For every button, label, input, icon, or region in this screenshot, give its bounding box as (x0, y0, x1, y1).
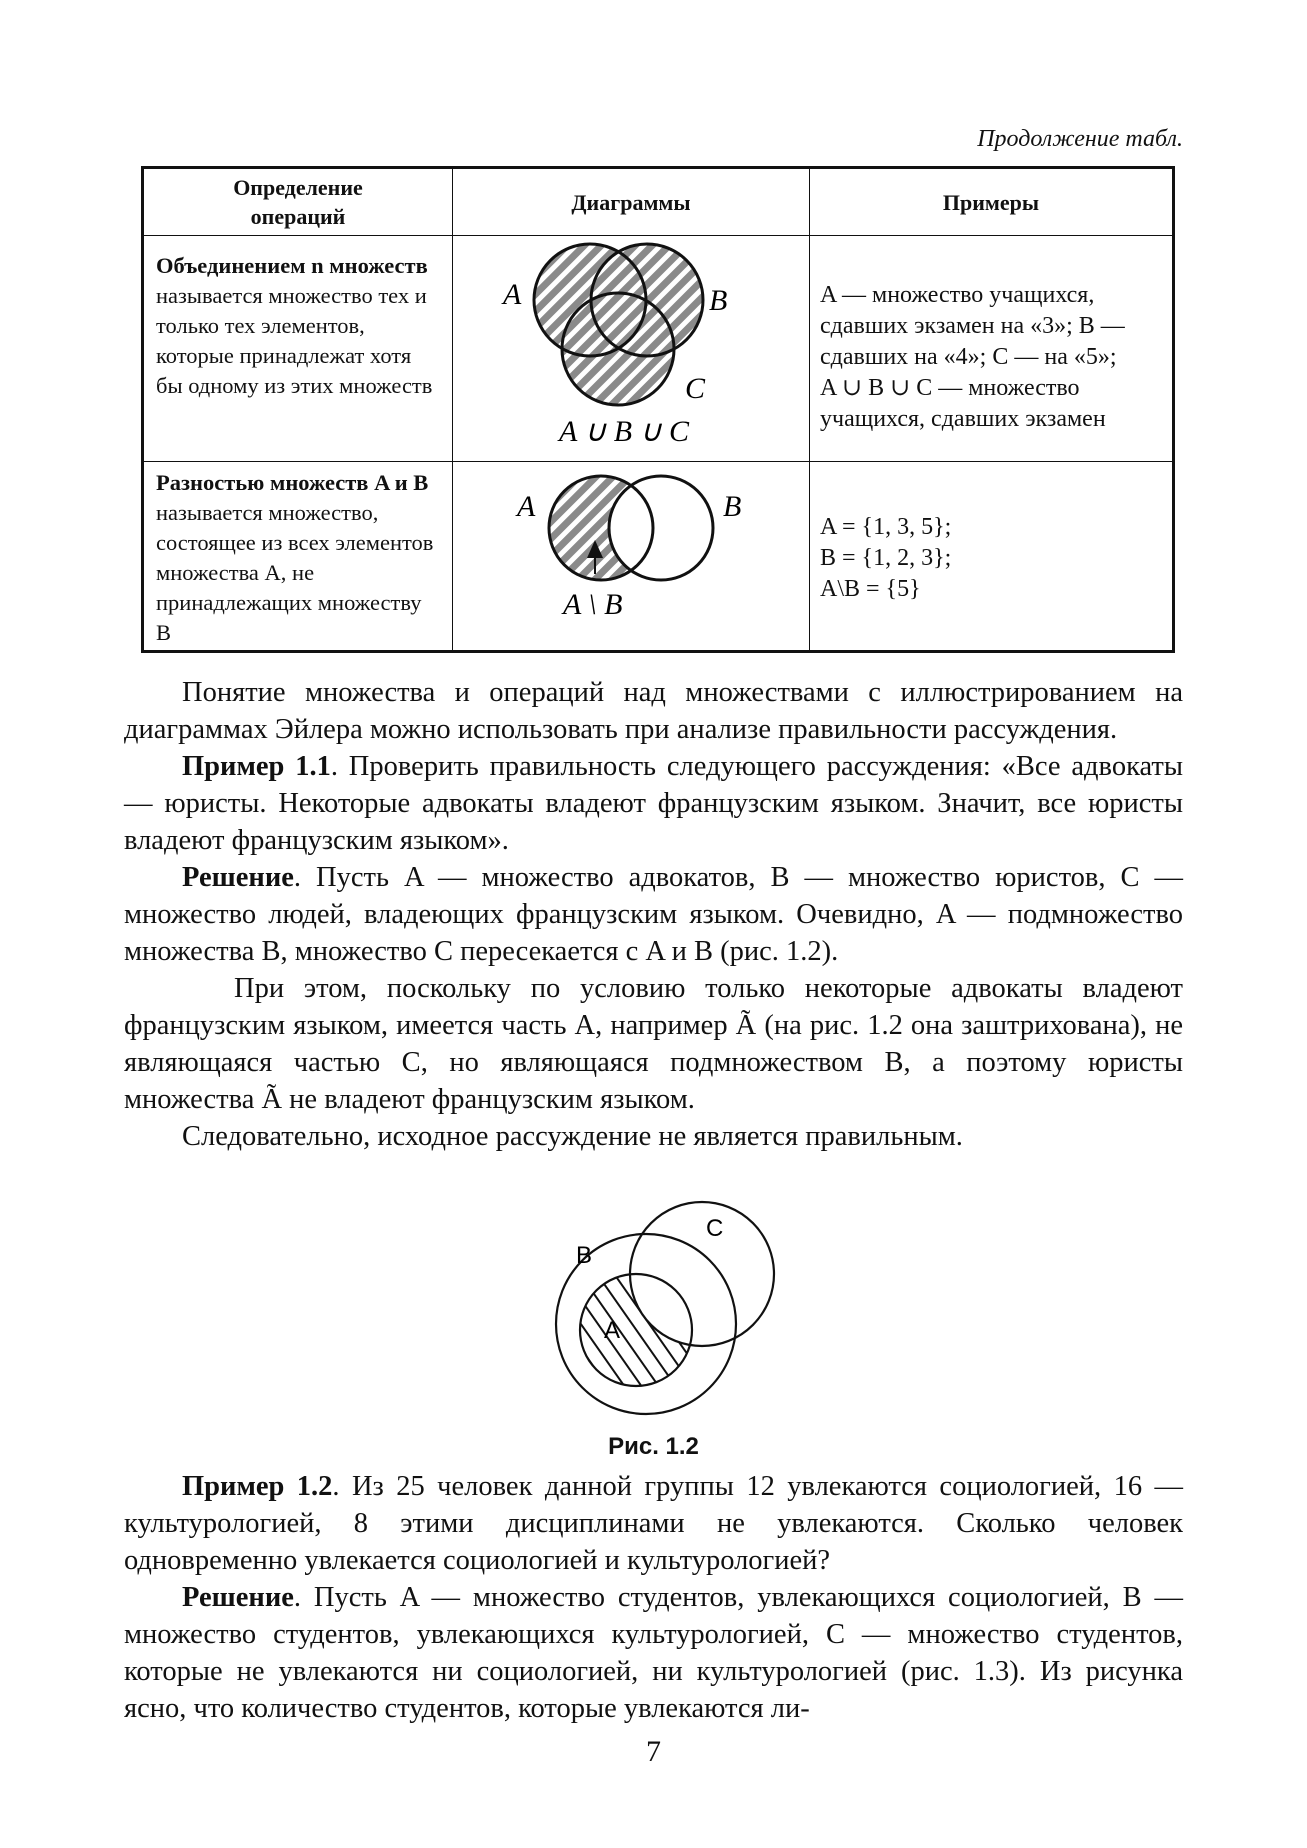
figure-label-a: A (604, 1317, 621, 1344)
difference-venn-diagram (453, 462, 807, 648)
difference-example (810, 462, 1174, 652)
solution-2-label: Решение (182, 1582, 294, 1613)
difference-diagram-cell (453, 462, 810, 652)
figure-caption: Рис. 1.2 (608, 1433, 699, 1460)
union-term: Объединением n множеств (156, 253, 428, 278)
union-diagram-cell (453, 236, 810, 462)
union-example-line: A ∪ B ∪ C — множество (820, 375, 1080, 401)
union-example (810, 236, 1174, 462)
figure-label-c: C (706, 1215, 724, 1242)
header-diagrams: Диаграммы (453, 168, 810, 236)
difference-label-a: A (517, 490, 536, 523)
difference-label-b: B (723, 490, 742, 523)
paragraph-solution-1 (124, 859, 1183, 970)
figure-1-2-venn (520, 1190, 790, 1422)
solution-1-label: Решение (182, 862, 294, 893)
paragraph-solution-2 (124, 1579, 1183, 1727)
page-number: 7 (646, 1735, 661, 1768)
union-example-line: сдавших экзамен на «3»; B — (820, 313, 1125, 339)
union-caption: A ∪ B ∪ C (559, 415, 690, 448)
table-header-row (143, 168, 1174, 236)
example-1-2-label: Пример 1.2 (182, 1471, 333, 1502)
difference-example-line: A\B = {5} (820, 576, 921, 602)
paragraph-conclusion: Следовательно, исходное рассуждение не является правильным. (182, 1121, 963, 1152)
difference-example-line: B = {1, 2, 3}; (820, 545, 952, 571)
union-label-a: A (503, 278, 522, 311)
union-example-line: A — множество учащихся, (820, 282, 1095, 308)
header-definition: Определение операций (143, 168, 453, 236)
header-examples: Примеры (810, 168, 1174, 236)
body-text-top (124, 674, 1183, 1155)
operations-table (141, 166, 1175, 653)
solution-2-text: . Пусть A — множество студентов, увлекающихся социологией, B — множество студентов, увлекающихся культурологией, C — множество студентов, которые не увлекаются ни социологией, ни культурологией (рис. 1.3). Из рисунка ясно, что количество студентов, которые увлекаются ли- (124, 1582, 1183, 1724)
union-label-b: B (709, 284, 728, 317)
paragraph-explanation: При этом, поскольку по условию только некоторые адвокаты владеют французским языком, имеется часть A, например Ã (на рис. 1.2 она заштрихована), не являющаяся частью C, но являющаяся подмножеством B, а поэтому юристы множества Ã не владеют французским языком. (124, 973, 1183, 1115)
difference-caption: A \ B (563, 588, 623, 621)
union-example-line: учащихся, сдавших экзамен (820, 406, 1106, 432)
continuation-label: Продолжение табл. (977, 126, 1183, 152)
solution-1-text: . Пусть A — множество адвокатов, B — множество юристов, C — множество людей, владеющих французским языком. Очевидно, A — подмножество множества B, множество C пересекается с A и B (рис. 1.2). (124, 862, 1183, 967)
union-label-c: C (685, 372, 706, 405)
example-1-1-label: Пример 1.1 (182, 751, 331, 782)
figure-label-b: B (576, 1242, 593, 1269)
difference-example-line: A = {1, 3, 5}; (820, 514, 952, 540)
table-row-difference (143, 462, 1174, 652)
paragraph-example-1-1 (124, 748, 1183, 859)
example-1-2-text: . Из 25 человек данной группы 12 увлекаются социологией, 16 — культурологией, 8 этими дисциплинами не увлекаются. Сколько человек одновременно увлекается социологией и культурологией? (124, 1471, 1184, 1576)
body-text-bottom (124, 1468, 1183, 1727)
difference-definition (143, 462, 453, 652)
union-definition (143, 236, 453, 462)
difference-definition-text: называется множество, состоящее из всех элементов множества A, не принадлежащих множеству B (156, 500, 434, 645)
paragraph-example-1-2 (124, 1468, 1183, 1579)
union-venn-diagram (453, 236, 807, 450)
paragraph-intro: Понятие множества и операций над множествами с иллюстрированием на диаграммах Эйлера можно использовать при анализе правильности рассуждения. (124, 677, 1183, 745)
table-row-union (143, 236, 1174, 462)
union-example-line: сдавших на «4»; C — на «5»; (820, 344, 1117, 370)
example-1-1-text: . Проверить правильность следующего рассуждения: «Все адвокаты — юристы. Некоторые адвокаты владеют французским языком. Значит, все юристы владеют французским языком». (124, 751, 1183, 856)
union-definition-text: называется множество тех и только тех элементов, которые принадлежат хотя бы одному из этих множеств (156, 283, 433, 398)
difference-term: Разностью множеств A и B (156, 470, 429, 495)
